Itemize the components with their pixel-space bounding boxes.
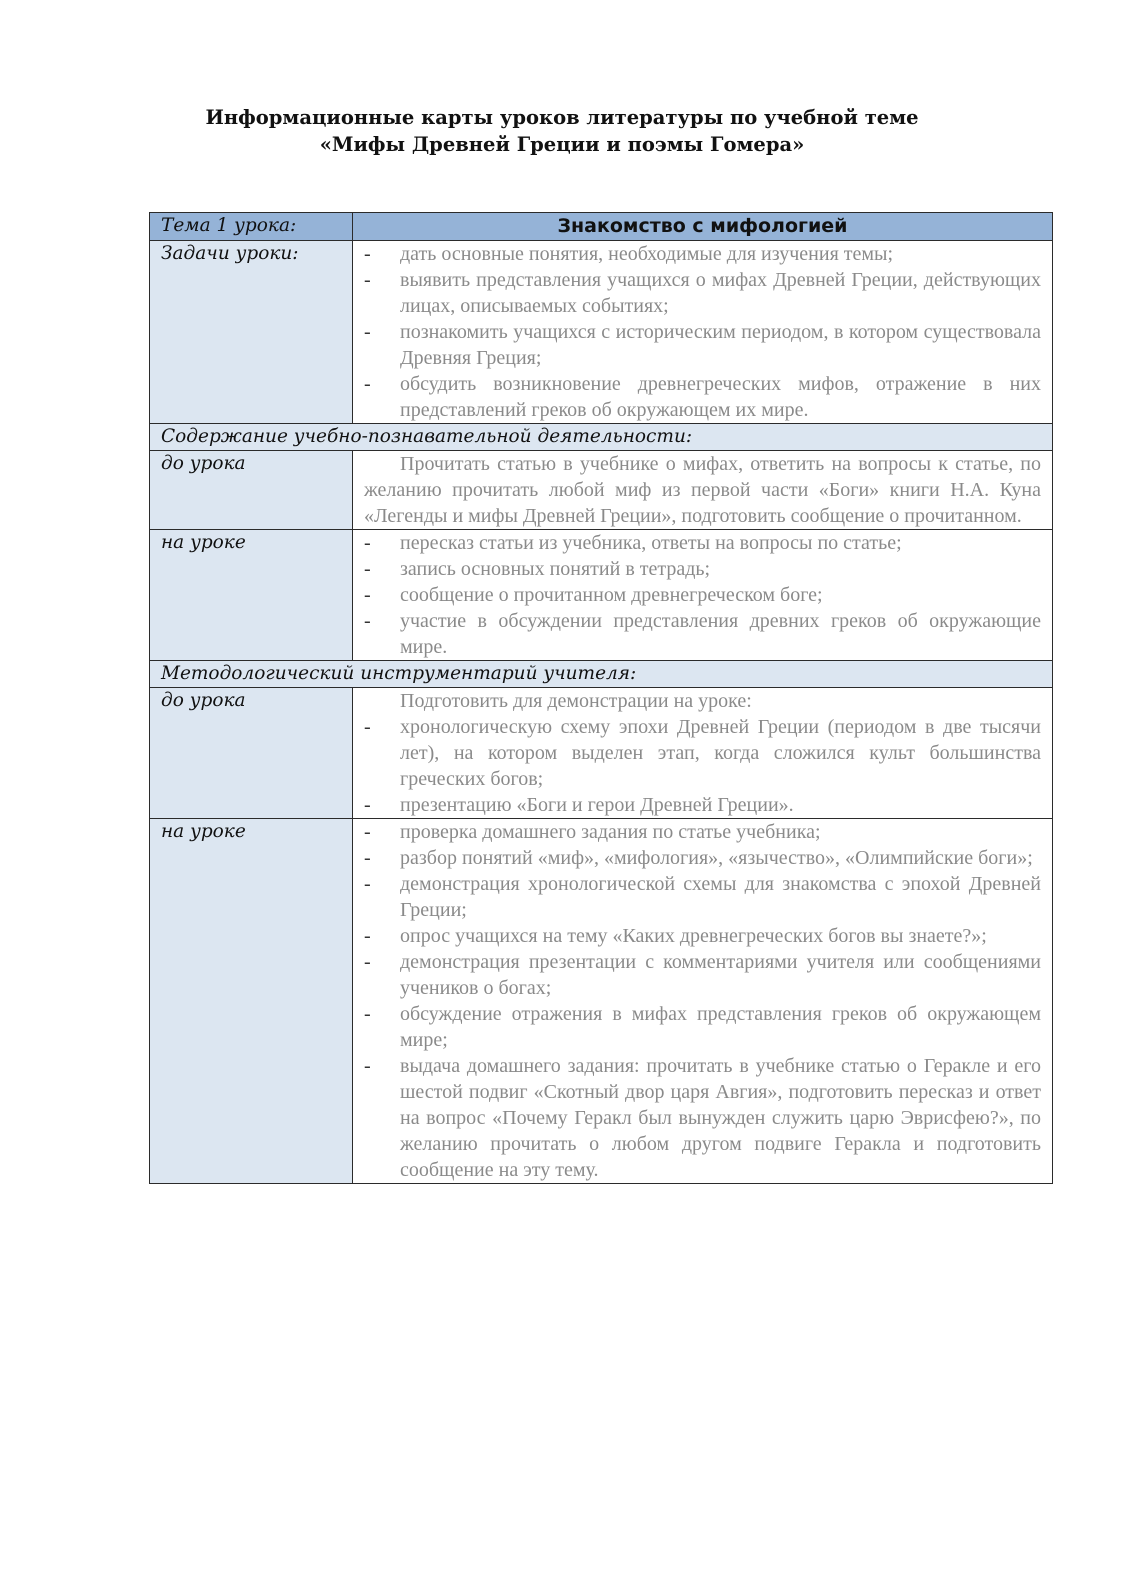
dash-bullet-icon: - — [364, 1055, 371, 1077]
list-item — [364, 1001, 1041, 1053]
dash-bullet-icon: - — [364, 532, 371, 554]
dash-bullet-icon: - — [364, 610, 371, 632]
content-before-row — [150, 451, 1053, 530]
dash-bullet-icon: - — [364, 243, 371, 265]
method-before-intro: Подготовить для демонстрации на уроке: — [400, 690, 752, 712]
content-before-text: Прочитать статью в учебнике о мифах, ответить на вопросы к статье, по желанию прочитать любой миф из первой части «Боги» книги Н.А. Куна «Легенды и мифы Древней Греции», подготовить сообщение о прочитанном. — [364, 453, 1041, 527]
method-during-row — [150, 819, 1053, 1184]
content-during-list — [364, 530, 1041, 660]
list-item-text: презентацию «Боги и герои Древней Греции». — [400, 794, 794, 816]
topic-label: Тема 1 урока: — [150, 213, 353, 241]
content-during-label: на уроке — [150, 530, 353, 661]
list-item — [364, 371, 1041, 423]
tasks-list — [364, 241, 1041, 423]
list-item-text: хронологическую схему эпохи Древней Греции (периодом в две тысячи лет), на котором выделен этап, когда сложился культ большинства греческих богов; — [400, 716, 1041, 790]
list-item-text: обсуждение отражения в мифах представления греков об окружающем мире; — [400, 1003, 1041, 1051]
method-before-row — [150, 688, 1053, 819]
method-before-list — [364, 714, 1041, 818]
dash-bullet-icon: - — [364, 321, 371, 343]
dash-bullet-icon: - — [364, 847, 371, 869]
document-title-line-1: Информационные карты уроков литературы по учебной теме — [205, 106, 919, 129]
content-during-row — [150, 530, 1053, 661]
dash-bullet-icon: - — [364, 558, 371, 580]
list-item-text: демонстрация хронологической схемы для знакомства с эпохой Древней Греции; — [400, 873, 1041, 921]
dash-bullet-icon: - — [364, 951, 371, 973]
list-item-text: разбор понятий «миф», «мифология», «язычество», «Олимпийские боги»; — [400, 847, 1033, 869]
list-item-text: выдача домашнего задания: прочитать в учебнике статью о Геракле и его шестой подвиг «Скотный двор царя Авгия», подготовить пересказ и ответ на вопрос «Почему Геракл был вынужден служить царю Эврисфею?», по желанию прочитать о любом другом подвиге Геракла и подготовить сообщение на эту тему. — [400, 1055, 1041, 1181]
method-during-label: на уроке — [150, 819, 353, 1184]
list-item-text: участие в обсуждении представления древних греков об окружающие мире. — [400, 610, 1041, 658]
list-item — [364, 871, 1041, 923]
document-title-line-2: «Мифы Древней Греции и поэмы Гомера» — [319, 133, 805, 156]
dash-bullet-icon: - — [364, 821, 371, 843]
list-item-text: познакомить учащихся с историческим периодом, в котором существовала Древняя Греция; — [400, 321, 1041, 369]
list-item — [364, 923, 1041, 949]
dash-bullet-icon: - — [364, 925, 371, 947]
tasks-row — [150, 241, 1053, 424]
method-during-cell — [353, 819, 1053, 1184]
dash-bullet-icon: - — [364, 584, 371, 606]
dash-bullet-icon: - — [364, 873, 371, 895]
list-item — [364, 714, 1041, 792]
list-item-text: проверка домашнего задания по статье учебника; — [400, 821, 821, 843]
lesson-card-table — [149, 212, 1053, 1184]
topic-header-row — [150, 213, 1053, 241]
list-item — [364, 1053, 1041, 1183]
tasks-cell — [353, 241, 1053, 424]
list-item-text: выявить представления учащихся о мифах Древней Греции, действующих лицах, описываемых событиях; — [400, 269, 1041, 317]
list-item-text: опрос учащихся на тему «Каких древнегреческих богов вы знаете?»; — [400, 925, 987, 947]
list-item — [364, 582, 1041, 608]
document-title — [0, 104, 1124, 158]
dash-bullet-icon: - — [364, 716, 371, 738]
method-before-cell — [353, 688, 1053, 819]
content-section-row — [150, 424, 1053, 451]
method-section-label: Методологический инструментарий учителя: — [150, 661, 1053, 688]
list-item-text: запись основных понятий в тетрадь; — [400, 558, 711, 580]
content-section-label: Содержание учебно-познавательной деятельности: — [150, 424, 1053, 451]
dash-bullet-icon: - — [364, 269, 371, 291]
list-item-text: пересказ статьи из учебника, ответы на вопросы по статье; — [400, 532, 902, 554]
tasks-label: Задачи уроки: — [150, 241, 353, 424]
list-item — [364, 792, 1041, 818]
list-item — [364, 845, 1041, 871]
method-section-row — [150, 661, 1053, 688]
list-item-text: обсудить возникновение древнегреческих мифов, отражение в них представлений греков об окружающем их мире. — [400, 373, 1041, 421]
topic-title: Знакомство с мифологией — [353, 213, 1053, 241]
content-during-cell — [353, 530, 1053, 661]
method-during-list — [364, 819, 1041, 1183]
content-before-label: до урока — [150, 451, 353, 530]
list-item-text: демонстрация презентации с комментариями учителя или сообщениями учеников о богах; — [400, 951, 1041, 999]
content-before-cell — [353, 451, 1053, 530]
list-item-text: сообщение о прочитанном древнегреческом боге; — [400, 584, 823, 606]
dash-bullet-icon: - — [364, 794, 371, 816]
list-item — [364, 530, 1041, 556]
list-item — [364, 319, 1041, 371]
method-before-label: до урока — [150, 688, 353, 819]
dash-bullet-icon: - — [364, 1003, 371, 1025]
list-item — [364, 819, 1041, 845]
list-item — [364, 608, 1041, 660]
list-item-text: дать основные понятия, необходимые для изучения темы; — [400, 243, 894, 265]
list-item — [364, 241, 1041, 267]
list-item — [364, 949, 1041, 1001]
list-item — [364, 556, 1041, 582]
dash-bullet-icon: - — [364, 373, 371, 395]
list-item — [364, 267, 1041, 319]
